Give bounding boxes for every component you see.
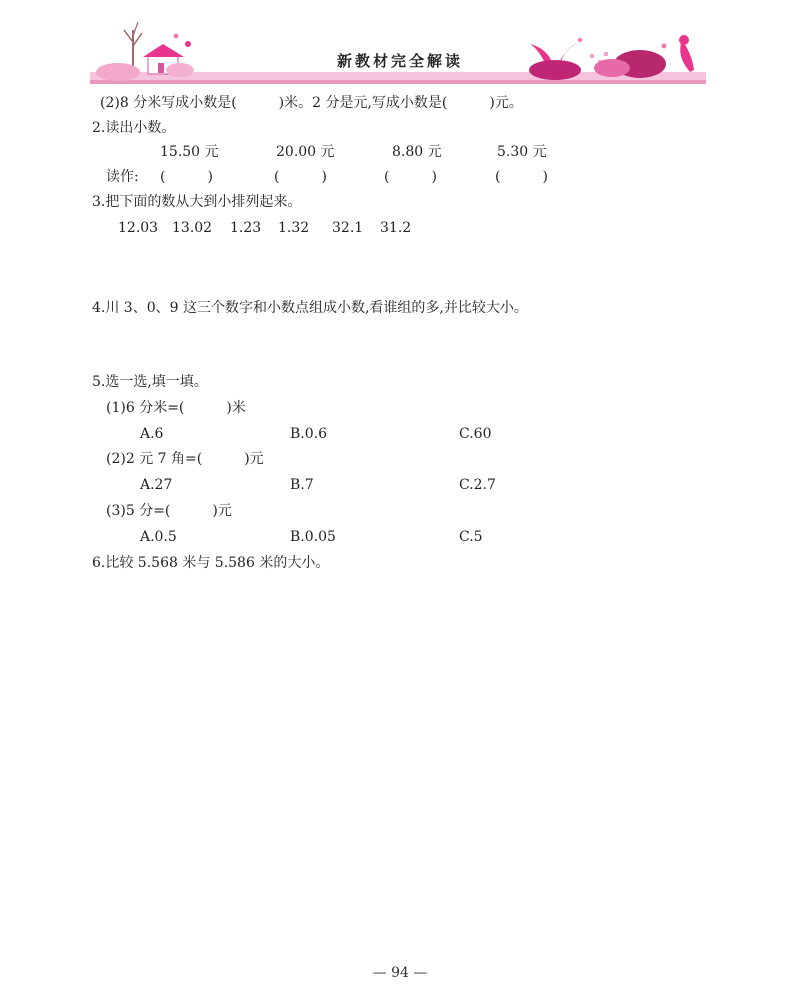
q3-title: 3.把下面的数从大到小排列起来。 (92, 194, 302, 210)
q5-item-2-option-a: A.27 (140, 477, 173, 493)
q5-item-3-question: (3)5 分=( )元 (106, 503, 232, 519)
q2-amount-4: 5.30 元 (497, 144, 547, 160)
q2-read-label: 读作: (106, 169, 139, 185)
header-decoration (0, 0, 800, 95)
header-band-shadow (90, 80, 706, 84)
q5-item-2-option-b: B.7 (290, 477, 314, 493)
header-title: 新教材完全解读 (336, 52, 463, 70)
q2-amount-1: 15.50 元 (160, 144, 219, 160)
q2-blank-4: ( ) (495, 169, 548, 185)
q3-number-3: 1.23 (230, 220, 262, 236)
q5-item-3-option-b: B.0.05 (290, 529, 336, 545)
q2-blank-3: ( ) (384, 169, 437, 185)
q5-item-2-option-c: C.2.7 (459, 477, 496, 493)
q5-item-1-question: (1)6 分米=( )米 (106, 400, 246, 416)
q3-number-2: 13.02 (172, 220, 213, 236)
q5-item-3-option-c: C.5 (459, 529, 483, 545)
q5-item-1-option-c: C.60 (459, 426, 492, 442)
q5-title: 5.选一选,填一填。 (92, 374, 208, 390)
q3-number-1: 12.03 (118, 220, 159, 236)
q5-item-1-option-a: A.6 (140, 426, 164, 442)
q2-amount-2: 20.00 元 (276, 144, 335, 160)
q6-title: 6.比较 5.568 米与 5.586 米的大小。 (92, 555, 330, 571)
q2-title: 2.读出小数。 (92, 120, 176, 136)
q3-number-4: 1.32 (278, 220, 310, 236)
q2-blank-2: ( ) (274, 169, 327, 185)
q2-blank-1: ( ) (160, 169, 213, 185)
q2-amount-3: 8.80 元 (392, 144, 442, 160)
q4-title: 4.川 3、0、9 这三个数字和小数点组成小数,看谁组的多,并比较大小。 (92, 300, 528, 316)
page-number: — 94 — (372, 965, 428, 981)
q5-item-1-option-b: B.0.6 (290, 426, 328, 442)
page-header (0, 0, 800, 95)
q3-number-6: 31.2 (380, 220, 412, 236)
q5-item-2-question: (2)2 元 7 角=( )元 (106, 451, 264, 467)
q5-item-3-option-a: A.0.5 (140, 529, 177, 545)
q3-number-5: 32.1 (332, 220, 364, 236)
q1-sub2: (2)8 分米写成小数是( )米。2 分是元,写成小数是( )元。 (100, 95, 523, 111)
